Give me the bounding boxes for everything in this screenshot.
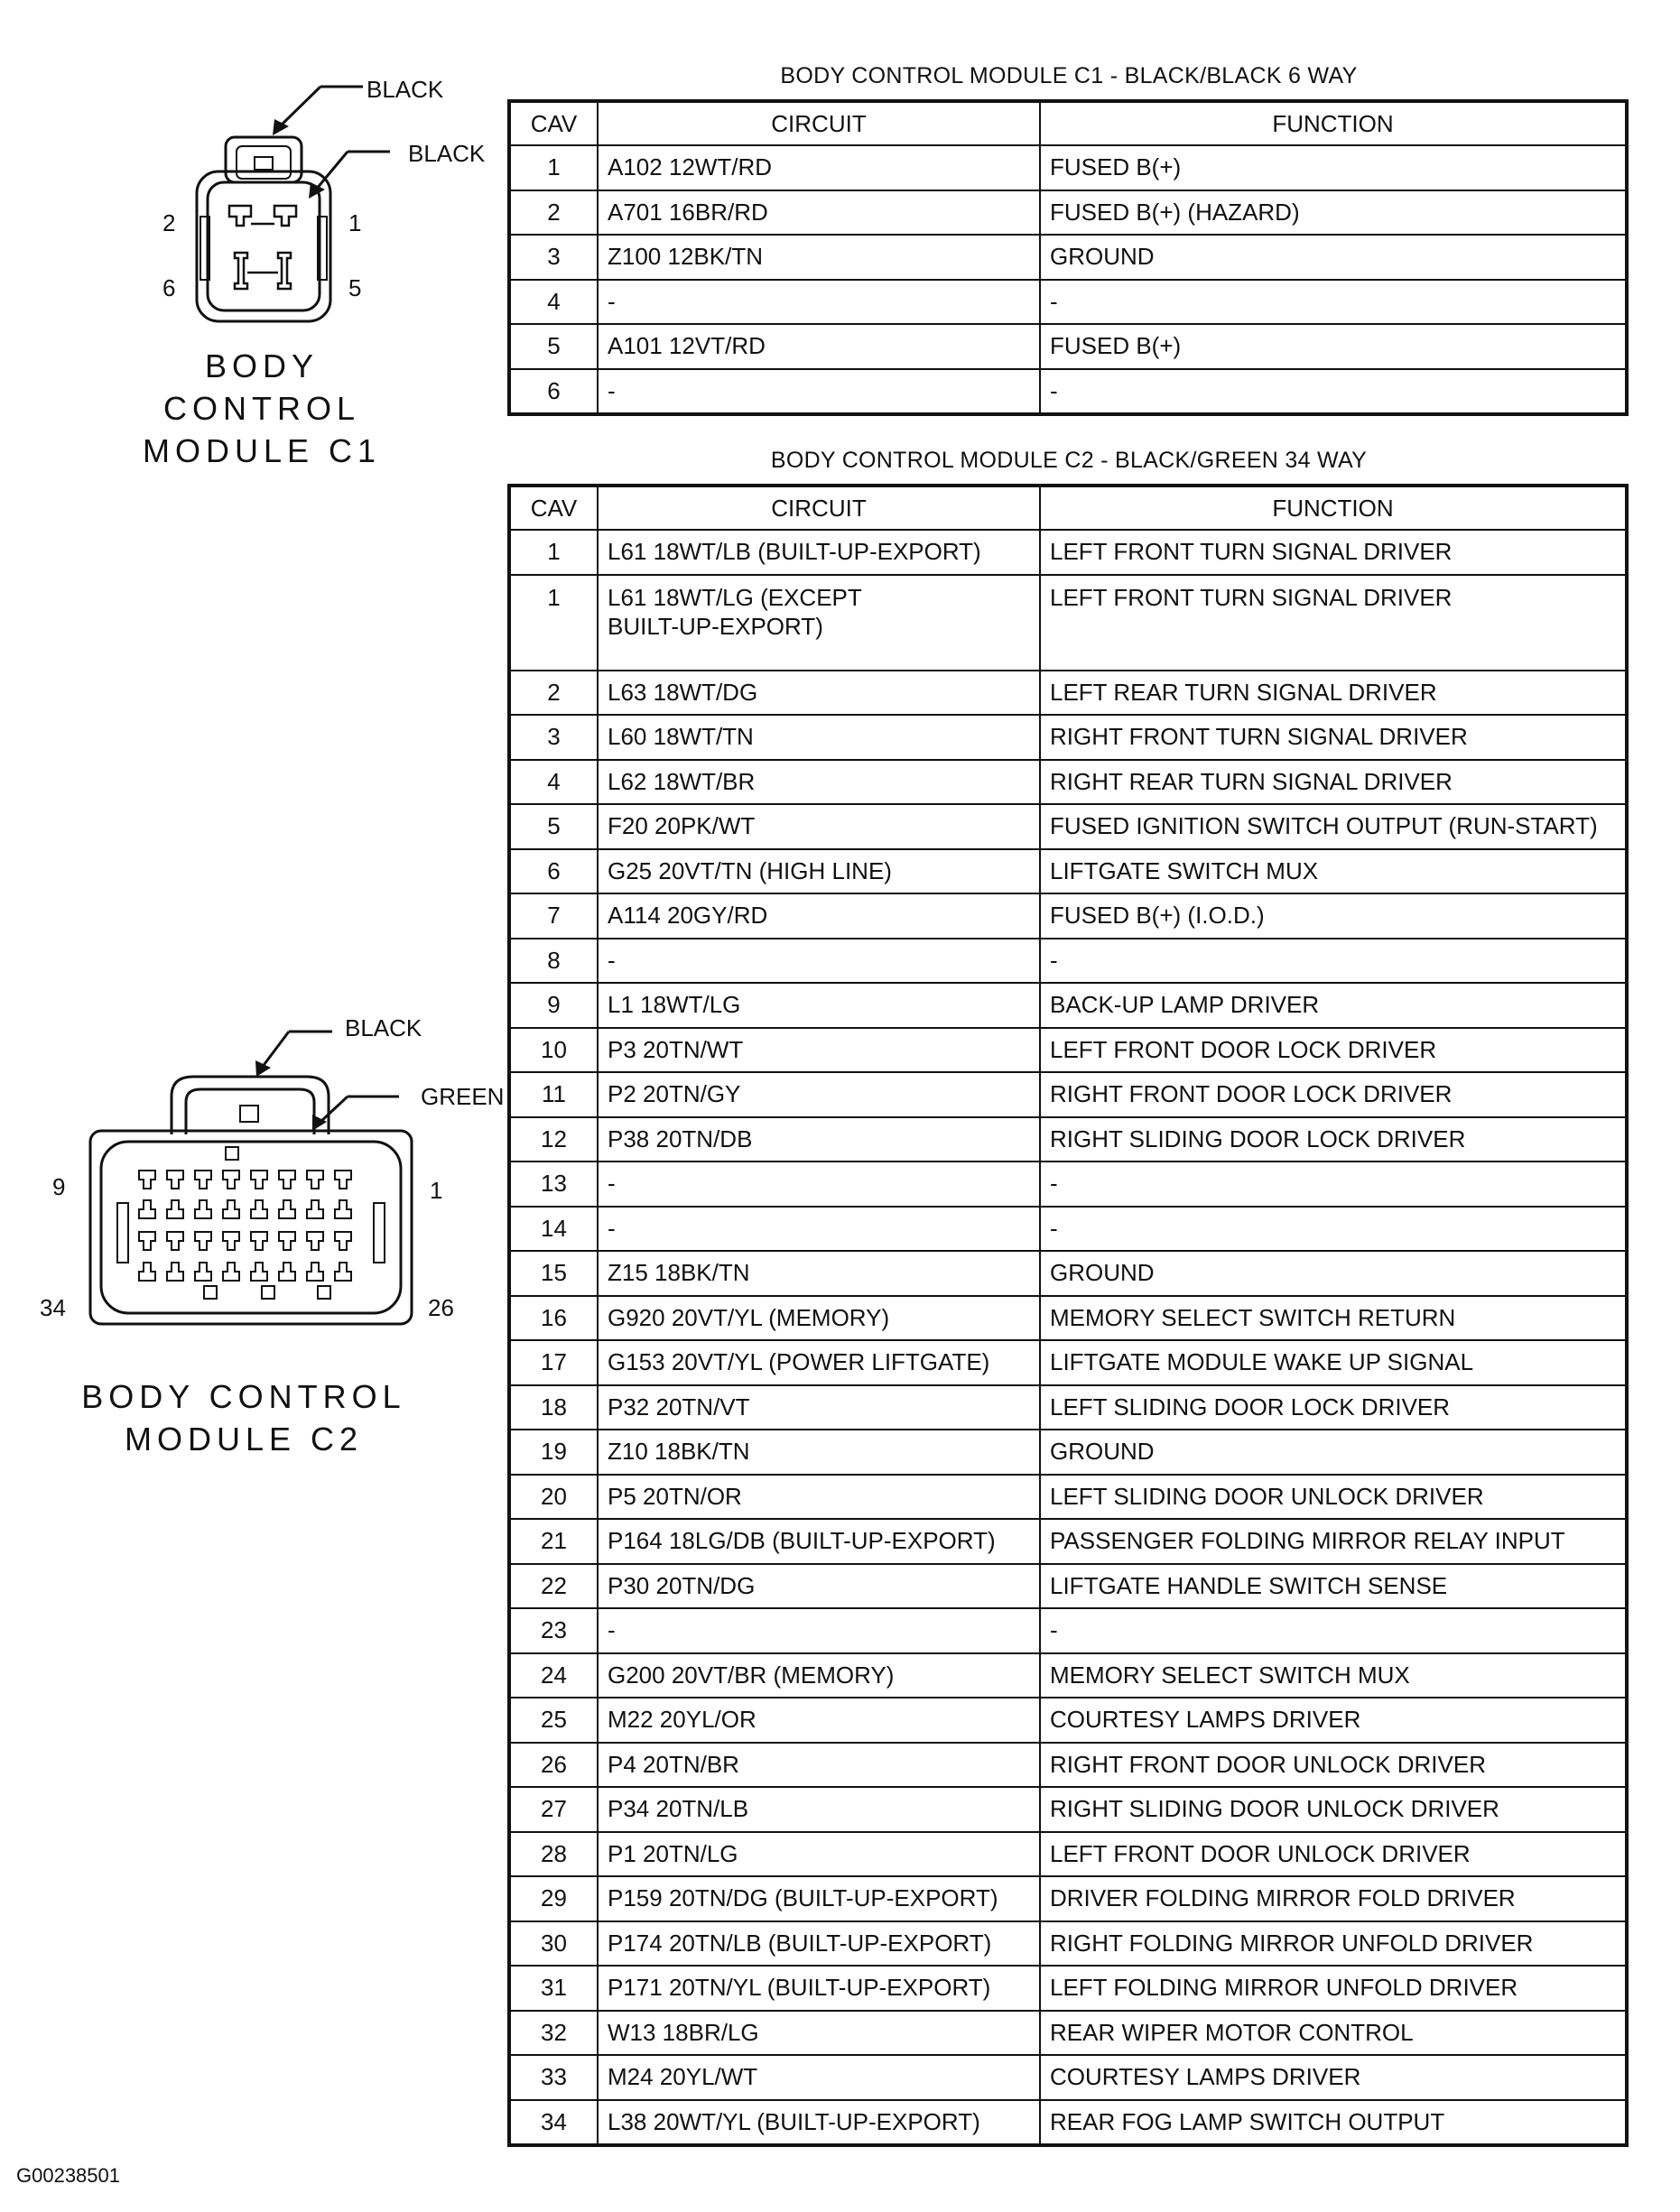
table-row (509, 1207, 1627, 1252)
c1-caption (108, 345, 415, 472)
function-cell: LEFT FRONT TURN SIGNAL DRIVER (1040, 575, 1627, 671)
c2-pin-26-label: 26 (428, 1294, 454, 1321)
terminal-icon (195, 1263, 211, 1281)
keyway-icon (204, 1286, 217, 1299)
terminal-icon (307, 1232, 323, 1250)
terminal-icon (279, 1200, 295, 1218)
cav-cell: 6 (509, 849, 598, 894)
terminal-icon (279, 1171, 295, 1189)
circuit-cell: L60 18WT/TN (598, 715, 1040, 760)
cav-cell: 25 (509, 1698, 598, 1743)
table-row (509, 1117, 1627, 1162)
function-cell: - (1040, 1207, 1627, 1252)
terminal-icon (195, 1171, 211, 1189)
function-cell: FUSED B(+) (I.O.D.) (1040, 893, 1627, 939)
c1-black-label-top: BLACK (367, 76, 444, 103)
c2-black-label: BLACK (345, 1014, 422, 1041)
function-cell: DRIVER FOLDING MIRROR FOLD DRIVER (1040, 1876, 1627, 1921)
circuit-cell: P174 20TN/LB (BUILT-UP-EXPORT) (598, 1921, 1040, 1967)
header-function: FUNCTION (1040, 101, 1627, 145)
terminal-icon (223, 1200, 239, 1218)
c2-pin-9-label: 9 (52, 1173, 66, 1200)
c2-caption (81, 1375, 406, 1460)
circuit-cell: - (598, 280, 1040, 325)
circuit-cell: P5 20TN/OR (598, 1475, 1040, 1520)
table-row (509, 671, 1627, 716)
table-row (509, 1787, 1627, 1832)
circuit-cell: P2 20TN/GY (598, 1072, 1040, 1117)
header-circuit: CIRCUIT (598, 101, 1040, 145)
table-row (509, 369, 1627, 415)
connector-c1-icon (135, 63, 460, 343)
function-cell: GROUND (1040, 1251, 1627, 1296)
table-row (509, 235, 1627, 280)
table-row (509, 1296, 1627, 1341)
table-row (509, 1475, 1627, 1520)
c1-caption-line1: BODY CONTROL (162, 347, 360, 427)
terminal-icon (335, 1232, 351, 1250)
circuit-cell: A102 12WT/RD (598, 145, 1040, 190)
table-c1-title: BODY CONTROL MODULE C1 - BLACK/BLACK 6 WAY (780, 63, 1358, 88)
table-row (509, 1385, 1627, 1430)
table-row (509, 893, 1627, 939)
cav-cell: 12 (509, 1117, 598, 1162)
terminal-icon (139, 1263, 155, 1281)
circuit-cell: G920 20VT/YL (MEMORY) (598, 1296, 1040, 1341)
keyway-icon (262, 1286, 274, 1299)
circuit-cell: P171 20TN/YL (BUILT-UP-EXPORT) (598, 1966, 1040, 2011)
c1-pin-2-label: 2 (162, 209, 176, 236)
terminal-icon (307, 1171, 323, 1189)
table-row (509, 939, 1627, 984)
terminal-icon (195, 1200, 211, 1218)
function-cell: RIGHT FOLDING MIRROR UNFOLD DRIVER (1040, 1921, 1627, 1967)
function-cell: - (1040, 939, 1627, 984)
c1-pin-1-label: 1 (348, 209, 362, 236)
table-row (509, 1876, 1627, 1921)
cav-cell: 1 (509, 145, 598, 190)
cav-cell: 3 (509, 235, 598, 280)
table-row (509, 1743, 1627, 1788)
table-c2-header-row (509, 486, 1627, 530)
function-cell: - (1040, 1162, 1627, 1207)
cav-cell: 8 (509, 939, 598, 984)
header-function: FUNCTION (1040, 486, 1627, 530)
c2-caption-line2: MODULE C2 (124, 1421, 364, 1458)
circuit-cell: M24 20YL/WT (598, 2055, 1040, 2100)
table-row (509, 324, 1627, 369)
circuit-cell: L1 18WT/LG (598, 983, 1040, 1028)
function-cell: LEFT SLIDING DOOR LOCK DRIVER (1040, 1385, 1627, 1430)
circuit-cell: P38 20TN/DB (598, 1117, 1040, 1162)
table-row (509, 983, 1627, 1028)
table-row (509, 575, 1627, 671)
table-row (509, 760, 1627, 805)
table-row (509, 1072, 1627, 1117)
circuit-cell: - (598, 369, 1040, 415)
terminal-icon (167, 1171, 183, 1189)
function-cell: FUSED B(+) (1040, 145, 1627, 190)
function-cell: MEMORY SELECT SWITCH MUX (1040, 1653, 1627, 1698)
table-row (509, 804, 1627, 849)
circuit-cell: W13 18BR/LG (598, 2011, 1040, 2056)
function-cell: REAR FOG LAMP SWITCH OUTPUT (1040, 2100, 1627, 2146)
table-row (509, 1698, 1627, 1743)
terminal-icon (335, 1200, 351, 1218)
terminal-icon (279, 1232, 295, 1250)
c2-green-label: GREEN (421, 1083, 505, 1110)
circuit-cell: P30 20TN/DG (598, 1564, 1040, 1609)
circuit-cell: L61 18WT/LB (BUILT-UP-EXPORT) (598, 530, 1040, 575)
table-row (509, 1608, 1627, 1653)
circuit-cell: A101 12VT/RD (598, 324, 1040, 369)
terminal-icon (251, 1200, 267, 1218)
circuit-cell: L63 18WT/DG (598, 671, 1040, 716)
function-cell: RIGHT FRONT DOOR LOCK DRIVER (1040, 1072, 1627, 1117)
cav-cell: 2 (509, 190, 598, 236)
cav-cell: 28 (509, 1832, 598, 1877)
cav-cell: 22 (509, 1564, 598, 1609)
c1-pin-5-label: 5 (348, 274, 362, 301)
table-row (509, 1966, 1627, 2011)
cav-cell: 17 (509, 1340, 598, 1385)
terminal-icon (335, 1263, 351, 1281)
function-cell: COURTESY LAMPS DRIVER (1040, 2055, 1627, 2100)
circuit-cell: A114 20GY/RD (598, 893, 1040, 939)
terminal-icon (167, 1232, 183, 1250)
table-row (509, 1921, 1627, 1967)
function-cell: FUSED B(+) (HAZARD) (1040, 190, 1627, 236)
function-cell: LIFTGATE MODULE WAKE UP SIGNAL (1040, 1340, 1627, 1385)
circuit-cell: P1 20TN/LG (598, 1832, 1040, 1877)
function-cell: LEFT SLIDING DOOR UNLOCK DRIVER (1040, 1475, 1627, 1520)
table-row (509, 1519, 1627, 1564)
cav-cell: 34 (509, 2100, 598, 2146)
cav-cell: 18 (509, 1385, 598, 1430)
function-cell: RIGHT REAR TURN SIGNAL DRIVER (1040, 760, 1627, 805)
function-cell: RIGHT SLIDING DOOR UNLOCK DRIVER (1040, 1787, 1627, 1832)
circuit-cell: P3 20TN/WT (598, 1028, 1040, 1073)
function-cell: - (1040, 369, 1627, 415)
table-row (509, 2011, 1627, 2056)
table-row (509, 1340, 1627, 1385)
terminal-icon (167, 1200, 183, 1218)
terminal-icon (251, 1263, 267, 1281)
circuit-cell: - (598, 1162, 1040, 1207)
keyway-icon (318, 1286, 330, 1299)
c2-pin-1-label: 1 (430, 1177, 443, 1204)
function-cell: LIFTGATE HANDLE SWITCH SENSE (1040, 1564, 1627, 1609)
cav-cell: 16 (509, 1296, 598, 1341)
circuit-cell: G200 20VT/BR (MEMORY) (598, 1653, 1040, 1698)
function-cell: RIGHT SLIDING DOOR LOCK DRIVER (1040, 1117, 1627, 1162)
table-row (509, 1832, 1627, 1877)
circuit-cell: L61 18WT/LG (EXCEPT BUILT-UP-EXPORT) (598, 575, 1040, 671)
function-cell: FUSED IGNITION SWITCH OUTPUT (RUN-START) (1040, 804, 1627, 849)
circuit-cell: Z10 18BK/TN (598, 1430, 1040, 1475)
cav-cell: 1 (509, 575, 598, 671)
circuit-cell: P164 18LG/DB (BUILT-UP-EXPORT) (598, 1519, 1040, 1564)
table-row (509, 1653, 1627, 1698)
function-cell: LEFT FRONT DOOR LOCK DRIVER (1040, 1028, 1627, 1073)
function-cell: LEFT REAR TURN SIGNAL DRIVER (1040, 671, 1627, 716)
circuit-cell: L38 20WT/YL (BUILT-UP-EXPORT) (598, 2100, 1040, 2146)
terminal-icon (223, 1171, 239, 1189)
cav-cell: 29 (509, 1876, 598, 1921)
circuit-cell: P159 20TN/DG (BUILT-UP-EXPORT) (598, 1876, 1040, 1921)
cav-cell: 11 (509, 1072, 598, 1117)
cav-cell: 6 (509, 369, 598, 415)
cav-cell: 20 (509, 1475, 598, 1520)
terminal-icon (139, 1232, 155, 1250)
circuit-cell: - (598, 1608, 1040, 1653)
table-row (509, 1564, 1627, 1609)
terminal-icon (167, 1263, 183, 1281)
circuit-cell: G25 20VT/TN (HIGH LINE) (598, 849, 1040, 894)
terminal-icon (139, 1171, 155, 1189)
table-row (509, 1251, 1627, 1296)
cav-cell: 26 (509, 1743, 598, 1788)
table-row (509, 1430, 1627, 1475)
cav-cell: 10 (509, 1028, 598, 1073)
function-cell: REAR WIPER MOTOR CONTROL (1040, 2011, 1627, 2056)
circuit-cell: - (598, 1207, 1040, 1252)
cav-cell: 7 (509, 893, 598, 939)
circuit-cell: A701 16BR/RD (598, 190, 1040, 236)
function-cell: - (1040, 1608, 1627, 1653)
table-c1-header-row (509, 101, 1627, 145)
figure-id: G00238501 (16, 2164, 120, 2187)
circuit-cell: L62 18WT/BR (598, 760, 1040, 805)
terminal-icon (251, 1232, 267, 1250)
circuit-cell: P4 20TN/BR (598, 1743, 1040, 1788)
c1-pin-6-label: 6 (162, 274, 176, 301)
function-cell: LIFTGATE SWITCH MUX (1040, 849, 1627, 894)
header-cav: CAV (509, 486, 598, 530)
cav-cell: 3 (509, 715, 598, 760)
cav-cell: 4 (509, 280, 598, 325)
table-row (509, 849, 1627, 894)
table-c2 (507, 484, 1629, 2147)
cav-cell: 27 (509, 1787, 598, 1832)
function-cell: BACK-UP LAMP DRIVER (1040, 983, 1627, 1028)
table-row (509, 190, 1627, 236)
circuit-cell: Z100 12BK/TN (598, 235, 1040, 280)
function-cell: RIGHT FRONT DOOR UNLOCK DRIVER (1040, 1743, 1627, 1788)
function-cell: - (1040, 280, 1627, 325)
header-cav: CAV (509, 101, 598, 145)
terminal-icon (139, 1200, 155, 1218)
terminal-icon (251, 1171, 267, 1189)
cav-cell: 24 (509, 1653, 598, 1698)
table-row (509, 1028, 1627, 1073)
cav-cell: 33 (509, 2055, 598, 2100)
header-circuit: CIRCUIT (598, 486, 1040, 530)
table-row (509, 530, 1627, 575)
table-row (509, 2100, 1627, 2146)
terminal-icon (279, 1263, 295, 1281)
function-cell: LEFT FRONT TURN SIGNAL DRIVER (1040, 530, 1627, 575)
cav-cell: 14 (509, 1207, 598, 1252)
c1-black-label-second: BLACK (408, 140, 486, 167)
c2-caption-line1: BODY CONTROL (81, 1378, 406, 1415)
table-row (509, 715, 1627, 760)
function-cell: GROUND (1040, 235, 1627, 280)
function-cell: COURTESY LAMPS DRIVER (1040, 1698, 1627, 1743)
connector-c2-icon (81, 1015, 442, 1376)
circuit-cell: Z15 18BK/TN (598, 1251, 1040, 1296)
cav-cell: 1 (509, 530, 598, 575)
cav-cell: 13 (509, 1162, 598, 1207)
cav-cell: 30 (509, 1921, 598, 1967)
table-c1 (507, 99, 1629, 416)
terminal-icon (335, 1171, 351, 1189)
function-cell: LEFT FOLDING MIRROR UNFOLD DRIVER (1040, 1966, 1627, 2011)
table-row (509, 145, 1627, 190)
function-cell: GROUND (1040, 1430, 1627, 1475)
terminal-icon (195, 1232, 211, 1250)
circuit-cell: M22 20YL/OR (598, 1698, 1040, 1743)
circuit-cell: F20 20PK/WT (598, 804, 1040, 849)
table-row (509, 1162, 1627, 1207)
cav-cell: 2 (509, 671, 598, 716)
table-c2-title: BODY CONTROL MODULE C2 - BLACK/GREEN 34 WAY (770, 448, 1368, 473)
cav-cell: 19 (509, 1430, 598, 1475)
function-cell: MEMORY SELECT SWITCH RETURN (1040, 1296, 1627, 1341)
terminal-icon (307, 1200, 323, 1218)
function-cell: PASSENGER FOLDING MIRROR RELAY INPUT (1040, 1519, 1627, 1564)
cav-cell: 4 (509, 760, 598, 805)
terminal-icon (223, 1263, 239, 1281)
circuit-cell: P34 20TN/LB (598, 1787, 1040, 1832)
circuit-cell: P32 20TN/VT (598, 1385, 1040, 1430)
table-row (509, 2055, 1627, 2100)
c1-caption-line2: MODULE C1 (142, 432, 382, 469)
terminal-icon (307, 1263, 323, 1281)
cav-cell: 31 (509, 1966, 598, 2011)
c2-pin-34-label: 34 (40, 1294, 66, 1321)
cav-cell: 5 (509, 324, 598, 369)
cav-cell: 15 (509, 1251, 598, 1296)
function-cell: RIGHT FRONT TURN SIGNAL DRIVER (1040, 715, 1627, 760)
table-row (509, 280, 1627, 325)
cav-cell: 21 (509, 1519, 598, 1564)
cav-cell: 23 (509, 1608, 598, 1653)
cav-cell: 9 (509, 983, 598, 1028)
cav-cell: 5 (509, 804, 598, 849)
terminal-icon (223, 1232, 239, 1250)
function-cell: FUSED B(+) (1040, 324, 1627, 369)
cav-cell: 32 (509, 2011, 598, 2056)
circuit-cell: G153 20VT/YL (POWER LIFTGATE) (598, 1340, 1040, 1385)
function-cell: LEFT FRONT DOOR UNLOCK DRIVER (1040, 1832, 1627, 1877)
circuit-cell: - (598, 939, 1040, 984)
